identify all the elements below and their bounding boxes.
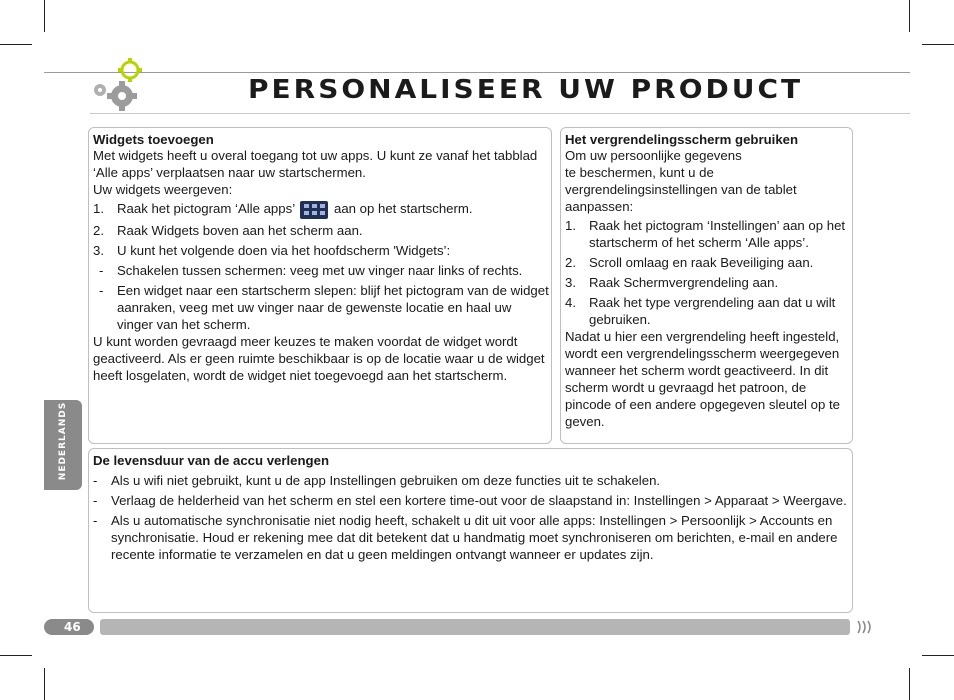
language-label: NEDERLANDS <box>58 401 68 481</box>
crop-mark <box>922 655 954 656</box>
page-number: 46 <box>64 620 81 634</box>
steps-list <box>93 200 549 259</box>
crop-mark <box>0 44 32 45</box>
footer-chevrons-icon <box>856 619 872 635</box>
lockscreen-section <box>560 127 853 444</box>
list-item: 1. Raak het pictogram ‘Instellingen’ aan op het startscherm of het scherm ‘Alle apps’. <box>565 218 846 250</box>
section-heading: De levensduur van de accu verlengen <box>93 453 330 468</box>
paragraph: Om uw persoonlijke gegevens <box>565 148 742 163</box>
header-rule <box>44 72 910 73</box>
list-item: 3. Raak Schermvergrendeling aan. <box>565 275 779 290</box>
list-item: - Een widget naar een startscherm slepen: blijf het pictogram van de widget aanraken, veeg met uw vinger naar de gewenste locatie en haal uw vinger van het scherm. <box>99 282 549 332</box>
language-tab <box>44 400 82 490</box>
steps-list <box>565 217 850 328</box>
crop-mark <box>44 0 45 32</box>
list-item: - Verlaag de helderheid van het scherm en stel een kortere time-out voor de slaapstand in: Instellingen > Apparaat > Weergave. <box>93 493 847 508</box>
section-heading: Het vergrendelingsscherm gebruiken <box>565 132 799 147</box>
crop-mark <box>909 0 910 32</box>
crop-mark <box>909 668 910 700</box>
bullet-list <box>93 472 850 563</box>
list-item: 2. Scroll omlaag en raak Beveiliging aan. <box>565 255 814 270</box>
crop-mark <box>44 668 45 700</box>
paragraph: Nadat u hier een vergrendeling heeft ingesteld, wordt een vergrendelingsscherm weergegeven wanneer het scherm wordt geactiveerd. In dit scherm wordt u gevraagd het patroon, de pincode of een andere opgegeven sleutel op te geven. <box>565 329 840 429</box>
list-item: 1. Raak het pictogram ‘Alle apps’ aan op het startscherm. <box>93 200 549 219</box>
list-item: 3. U kunt het volgende doen via het hoofdscherm 'Widgets’: <box>93 242 451 258</box>
crop-mark <box>0 655 32 656</box>
paragraph: Uw widgets weergeven: <box>93 182 233 197</box>
page-title: PERSONALISEER UW PRODUCT <box>248 74 804 105</box>
list-item: 4. Raak het type vergrendeling aan dat u wilt gebruiken. <box>565 295 836 327</box>
paragraph: te beschermen, kunt u de vergrendelingsinstellingen van de tablet aanpassen: <box>565 165 797 214</box>
page-number-tab <box>44 619 94 635</box>
battery-section <box>88 448 853 613</box>
bullet-list <box>93 262 549 333</box>
section-heading: Widgets toevoegen <box>93 132 214 147</box>
list-item: - Schakelen tussen schermen: veeg met uw vinger naar links of rechts. <box>99 262 523 278</box>
list-item: - Als u automatische synchronisatie niet nodig heeft, schakelt u dit uit voor alle apps: Instellingen > Persoonlijk > Accounts en synchronisatie. Houd er rekening mee dat dit betekent dat u handmatig moet synchroniseren om berichten, e-mail en andere recente informatie te verzamelen en dat u geen meldingen ontvangt wanneer er updates zijn. <box>93 513 838 562</box>
crop-mark <box>922 44 954 45</box>
paragraph: Met widgets heeft u overal toegang tot uw apps. U kunt ze vanaf het tabblad ‘Alle apps’ verplaatsen naar uw startschermen. <box>93 148 538 180</box>
title-underline <box>90 113 910 114</box>
widgets-section <box>88 127 552 444</box>
gears-icon <box>86 56 146 116</box>
list-item: - Als u wifi niet gebruikt, kunt u de app Instellingen gebruiken om deze functies uit te schakelen. <box>93 473 661 488</box>
all-apps-icon <box>300 201 328 219</box>
list-item: 2. Raak Widgets boven aan het scherm aan. <box>93 222 363 238</box>
paragraph: U kunt worden gevraagd meer keuzes te maken voordat de widget wordt geactiveerd. Als er geen ruimte beschikbaar is op de locatie waar u de widget heeft losgelaten, wordt de widget niet toegevoegd aan het startscherm. <box>93 333 545 383</box>
footer-bar <box>100 619 850 635</box>
